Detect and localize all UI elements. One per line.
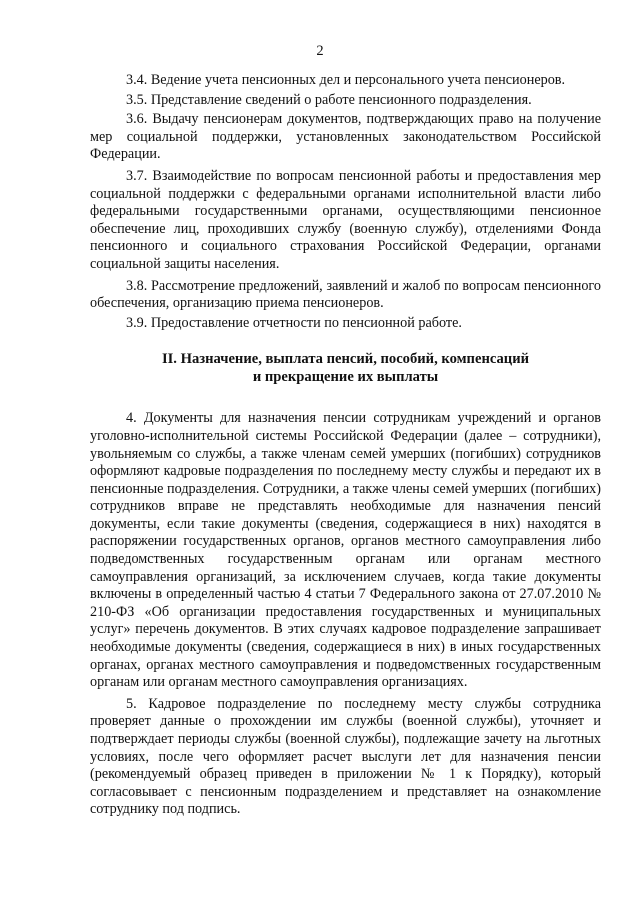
paragraph-3-6: 3.6. Выдачу пенсионерам документов, подтверждающих право на получение мер социальной поддержки, установленных законодательством Российской Федерации. — [90, 111, 601, 163]
page-number: 2 — [316, 43, 324, 59]
paragraph-5: 5. Кадровое подразделение по последнему месту службы сотрудника проверяет данные о прохождении им службы (военной службы), уточняет и подтверждает периоды службы (военной службы), подлежащие зачету на льготных условиях, после чего оформляет расчет выслуги лет для назначения пенсии (рекомендуемый образец приведен в приложении № 1 к Порядку), который согласовывает с пенсионным подразделением и представляет на ознакомление сотруднику под подпись. — [90, 695, 601, 818]
document-body — [90, 72, 601, 819]
paragraph-3-4: 3.4. Ведение учета пенсионных дел и персонального учета пенсионеров. — [126, 72, 566, 88]
section-heading-line-1: II. Назначение, выплата пенсий, пособий, компенсаций — [161, 351, 530, 368]
paragraph-3-7: 3.7. Взаимодействие по вопросам пенсионной работы и предоставления мер социальной поддержки с федеральными органами исполнительной власти либо федеральными государственными органами, осуществляющими пенсионное обеспечение лиц, проходивших службу (военную службу), отделениями Фонда пенсионного и социального страхования Российской Федерации, органами социальной защиты населения. — [90, 167, 601, 272]
paragraph-3-8: 3.8. Рассмотрение предложений, заявлений и жалоб по вопросам пенсионного обеспечения, организацию приема пенсионеров. — [90, 277, 601, 312]
section-heading-line-2: и прекращение их выплаты — [252, 369, 439, 386]
section-heading — [90, 350, 601, 386]
paragraph-4: 4. Документы для назначения пенсии сотрудникам учреждений и органов уголовно-исполнительной системы Российской Федерации (далее – сотрудники), увольняемым со службы, а также членам семей умерших (погибших) сотрудников оформляют кадровые подразделения по последнему месту службы и передают их в пенсионные подразделения. Сотрудники, а также члены семей умерших (погибших) сотрудников вправе не представлять необходимые для назначения пенсий документы, если такие документы (сведения, содержащиеся в них) находятся в распоряжении государственных органов, органов местного самоуправления либо подведомственных государственным органам или органам местного самоуправления организаций, за исключением случаев, когда такие документы включены в определенный частью 4 статьи 7 Федерального закона от 27.07.2010 № 210-ФЗ «Об организации предоставления государственных и муниципальных услуг» перечень документов. В этих случаях кадровое подразделение запрашивает необходимые документы (сведения, содержащиеся в них) в иных государственных органах, органах местного самоуправления и подведомственных государственным органам или органам местного самоуправления организациях. — [90, 410, 601, 691]
paragraph-3-5: 3.5. Представление сведений о работе пенсионного подразделения. — [126, 91, 532, 108]
paragraph-3-9: 3.9. Предоставление отчетности по пенсионной работе. — [126, 314, 462, 331]
